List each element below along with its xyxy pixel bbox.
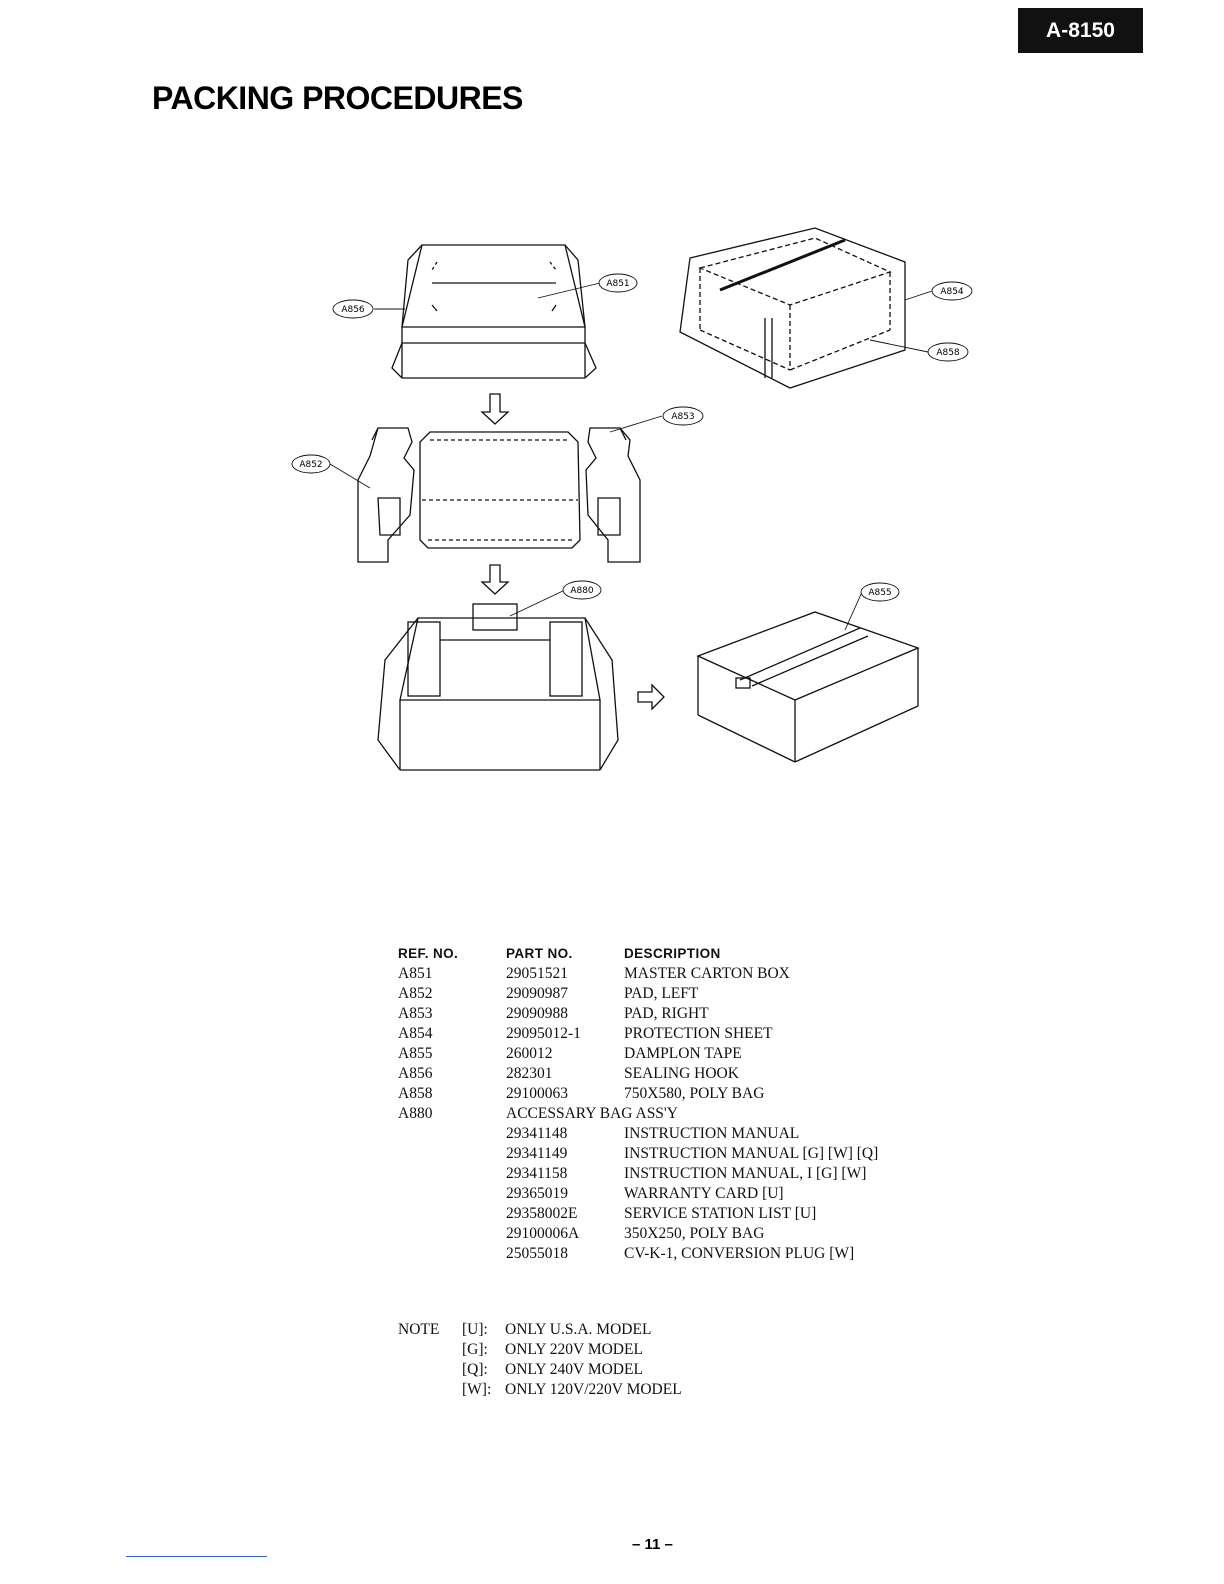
- part-no-cell: 29090987: [506, 985, 568, 1002]
- part-no-cell: 29341149: [506, 1145, 568, 1162]
- part-no-cell: 29095012-1: [506, 1025, 581, 1042]
- open-carton-with-set: [392, 245, 596, 378]
- callout-A880: A880: [570, 586, 594, 596]
- description-cell: WARRANTY CARD [U]: [624, 1185, 784, 1202]
- part-no-cell: 29051521: [506, 965, 568, 982]
- part-no-cell: 29365019: [506, 1185, 568, 1202]
- note-key: [Q]:: [462, 1361, 488, 1378]
- callout-A855: A855: [868, 588, 892, 598]
- page-title: PACKING PROCEDURES: [152, 80, 523, 116]
- callout-A851: A851: [606, 279, 630, 289]
- callout-A858: A858: [936, 348, 960, 358]
- footer-rule: [126, 1556, 267, 1557]
- description-header: DESCRIPTION: [624, 946, 721, 961]
- arrows: [482, 394, 664, 709]
- part-no-header: PART NO.: [506, 946, 573, 961]
- part-no-cell: 25055018: [506, 1245, 568, 1262]
- description-cell: MASTER CARTON BOX: [624, 965, 790, 982]
- description-cell: PROTECTION SHEET: [624, 1025, 773, 1042]
- description-cell: 350X250, POLY BAG: [624, 1225, 765, 1242]
- note-text: ONLY 220V MODEL: [505, 1341, 643, 1358]
- part-no-cell: 29100006A: [506, 1225, 580, 1242]
- callout-A854: A854: [940, 287, 964, 297]
- note-text: ONLY 120V/220V MODEL: [505, 1381, 682, 1398]
- ref-no-cell: A858: [398, 1085, 433, 1102]
- description-cell: PAD, RIGHT: [624, 1005, 709, 1022]
- description-cell: SERVICE STATION LIST [U]: [624, 1205, 817, 1222]
- part-no-cell: 260012: [506, 1045, 553, 1062]
- note-text: ONLY U.S.A. MODEL: [505, 1321, 652, 1338]
- set-with-end-pads: [358, 428, 640, 562]
- description-cell: CV-K-1, CONVERSION PLUG [W]: [624, 1245, 855, 1262]
- part-no-cell: 29358002E: [506, 1205, 578, 1222]
- ref-no-cell: A851: [398, 965, 433, 982]
- description-cell: PAD, LEFT: [624, 985, 699, 1002]
- description-cell: 750X580, POLY BAG: [624, 1085, 765, 1102]
- callout-A853: A853: [671, 412, 695, 422]
- callout-A856: A856: [341, 305, 365, 315]
- ref-no-cell: A854: [398, 1025, 433, 1042]
- model-badge: A-8150: [1018, 8, 1143, 53]
- part-no-cell: ACCESSARY BAG ASS'Y: [506, 1105, 678, 1122]
- description-cell: SEALING HOOK: [624, 1065, 739, 1082]
- part-no-cell: 29341148: [506, 1125, 568, 1142]
- part-no-cell: 29100063: [506, 1085, 568, 1102]
- callout-A852: A852: [299, 460, 323, 470]
- ref-no-cell: A855: [398, 1045, 433, 1062]
- note-key: [W]:: [462, 1381, 492, 1398]
- note-text: ONLY 240V MODEL: [505, 1361, 643, 1378]
- description-cell: INSTRUCTION MANUAL, I [G] [W]: [624, 1165, 867, 1182]
- wrapped-set-in-bag: [680, 228, 905, 388]
- sealed-carton: [698, 612, 918, 762]
- description-cell: DAMPLON TAPE: [624, 1045, 742, 1062]
- ref-no-cell: A856: [398, 1065, 433, 1082]
- ref-no-header: REF. NO.: [398, 946, 459, 961]
- description-cell: INSTRUCTION MANUAL [G] [W] [Q]: [624, 1145, 879, 1162]
- ref-no-cell: A853: [398, 1005, 433, 1022]
- ref-no-cell: A880: [398, 1105, 433, 1122]
- part-no-cell: 29341158: [506, 1165, 568, 1182]
- page-number: – 11 –: [632, 1536, 673, 1553]
- part-no-cell: 29090988: [506, 1005, 568, 1022]
- note-key: [U]:: [462, 1321, 488, 1338]
- description-cell: INSTRUCTION MANUAL: [624, 1125, 800, 1142]
- carton-with-pads: [378, 604, 618, 770]
- note-key: [G]:: [462, 1341, 488, 1358]
- packing-diagram: [0, 180, 1224, 790]
- ref-no-cell: A852: [398, 985, 433, 1002]
- note-label: NOTE: [398, 1321, 440, 1338]
- part-no-cell: 282301: [506, 1065, 553, 1082]
